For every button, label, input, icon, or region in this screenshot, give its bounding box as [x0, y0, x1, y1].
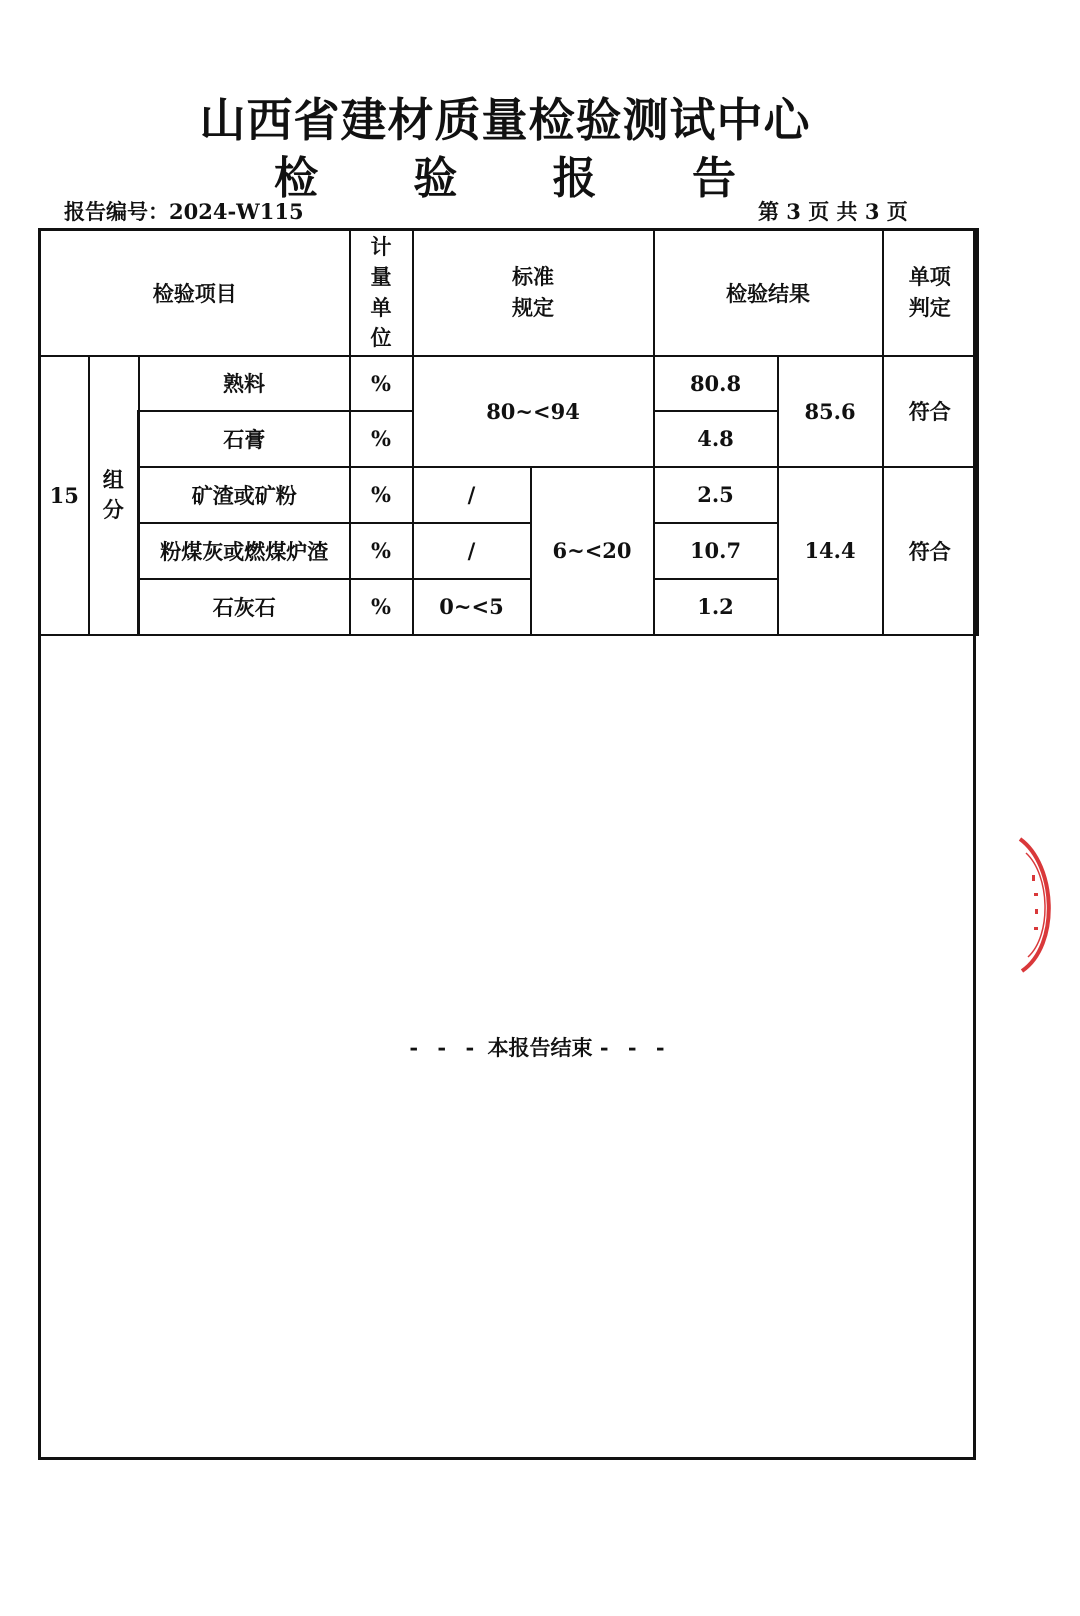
row-item-name: 粉煤灰或燃煤炉渣 [139, 523, 350, 579]
row-unit: % [350, 523, 413, 579]
seal-stamp-mark [1032, 875, 1035, 881]
page-info: 第 3 页 共 3 页 [758, 199, 908, 224]
row-result: 10.7 [654, 523, 778, 579]
group1-standard: 80~<94 [413, 356, 654, 467]
end-dash-right: - - - [599, 1035, 671, 1060]
row-unit: % [350, 579, 413, 635]
row-item-name: 石灰石 [139, 579, 350, 635]
header-unit [350, 230, 413, 356]
table-row [40, 467, 978, 523]
row-result: 1.2 [654, 579, 778, 635]
header-item: 检验项目 [40, 230, 350, 356]
report-number: 报告编号：2024-W115 [64, 199, 304, 224]
row-result: 80.8 [654, 356, 778, 411]
section-name [89, 356, 139, 635]
seal-stamp-mark [1035, 909, 1038, 914]
header-unit-text: 计量单位 [370, 233, 392, 351]
row-standard-sub: 0~<5 [413, 579, 531, 635]
section-number: 15 [40, 356, 89, 635]
group1-total: 85.6 [778, 356, 883, 467]
end-text: 本报告结束 [487, 1035, 593, 1060]
seal-stamp-icon [1016, 835, 1060, 975]
header-judgement [883, 230, 978, 356]
section-name-text: 组分 [102, 466, 124, 522]
row-unit: % [350, 467, 413, 523]
row-standard-sub: / [413, 467, 531, 523]
inspection-table [38, 228, 979, 636]
group2-total: 14.4 [778, 467, 883, 635]
row-result: 2.5 [654, 467, 778, 523]
row-unit: % [350, 356, 413, 411]
seal-stamp-mark [1034, 893, 1038, 896]
row-standard-sub: / [413, 523, 531, 579]
table-row [40, 356, 978, 411]
row-result: 4.8 [654, 411, 778, 467]
end-dash-left: - - - [409, 1035, 481, 1060]
org-title: 山西省建材质量检验测试中心 [199, 93, 811, 147]
header-standard [413, 230, 654, 356]
row-item-name: 矿渣或矿粉 [139, 467, 350, 523]
header-judgement-line2: 判定 [908, 294, 951, 320]
doc-title: 检 验 报 告 [274, 153, 776, 204]
header-standard-line1: 标准 [512, 264, 555, 290]
group2-judgement: 符合 [883, 467, 978, 635]
table-header-row [40, 230, 978, 356]
seal-stamp-mark [1034, 927, 1038, 930]
header-result: 检验结果 [654, 230, 883, 356]
report-end-note [0, 1032, 1080, 1062]
row-item-name: 石膏 [139, 411, 350, 467]
header-standard-line2: 规定 [512, 294, 555, 320]
header-judgement-line1: 单项 [908, 264, 951, 290]
group2-standard: 6~<20 [531, 467, 654, 635]
group1-judgement: 符合 [883, 356, 978, 467]
row-unit: % [350, 411, 413, 467]
row-item-name: 熟料 [139, 356, 350, 411]
